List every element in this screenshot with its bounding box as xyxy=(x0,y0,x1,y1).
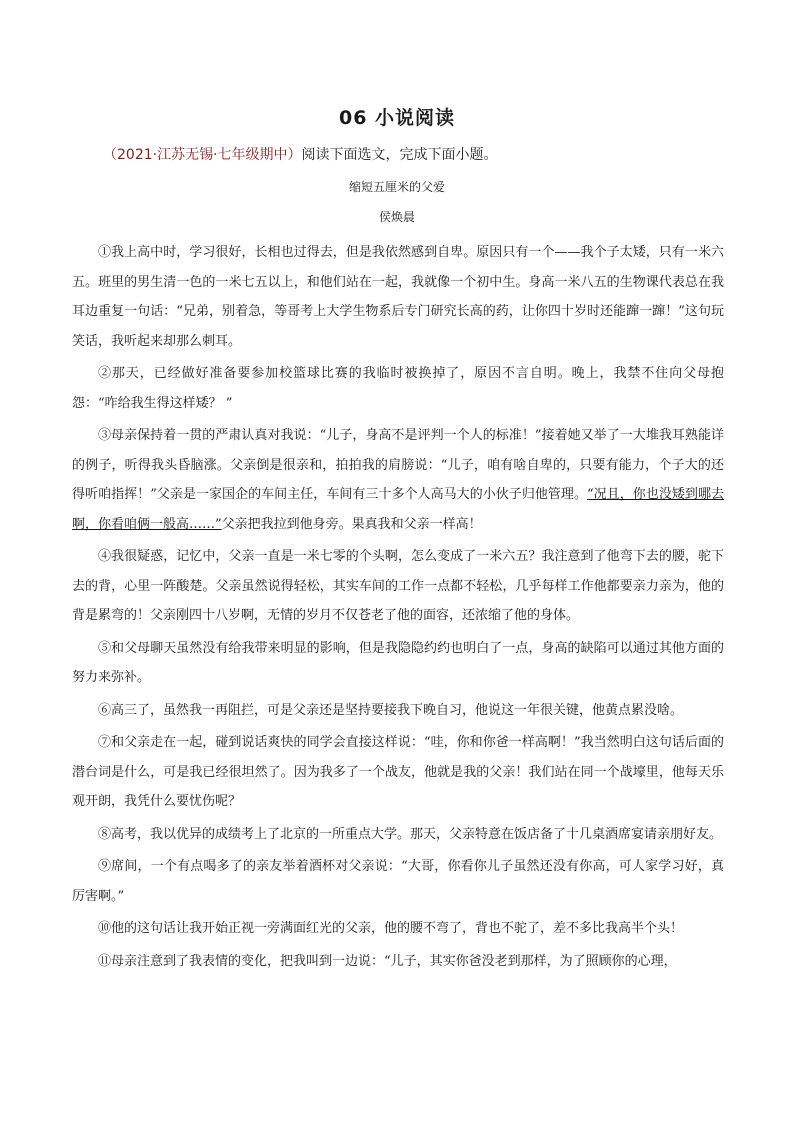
page-title: 06 小说阅读 xyxy=(338,107,456,129)
paragraph-3-text: ③母亲保持着一贯的严肃认真对我说：“儿子，身高不是评判一个人的标准！”接着她又举了一大堆我耳熟能详的例子，听得我头昏脑涨。父亲倒是很亲和，拍拍我的肩膀说：“儿子，咱有啥自卑的，只要有能力，个子大的还得听咱指挥！”父亲是一家国企的车间主任，车间有三十多个人高马大的小伙子归他管理。 xyxy=(72,428,724,502)
source-label: 2021·江苏无锡·七年级期中 xyxy=(117,147,288,163)
story-title: 缩短五厘米的父爱 xyxy=(348,180,445,194)
paragraph-7: ⑦和父亲走在一起，碰到说话爽快的同学会直接这样说：“哇，你和你爸一样高啊！”我当然明白这句话后面的潜台词是什么，可是我已经很坦然了。因为我多了一个战友，他就是我的父亲！我们站在同一个战壕里，他每天乐观开朗，我凭什么要忧伤呢？ xyxy=(72,735,724,809)
instruction-text: 阅读下面选文，完成下面小题。 xyxy=(301,147,498,163)
paragraph-9: ⑨席间，一个有点喝多了的亲友举着酒杯对父亲说：“大哥，你看你儿子虽然还没有你高，可人家学习好，真厉害啊。” xyxy=(72,859,724,904)
paragraph-6: ⑥高三了，虽然我一再阻拦，可是父亲还是坚持要接我下晚自习，他说这一年很关键，他黄点累没啥。 xyxy=(98,702,684,718)
story-body xyxy=(72,238,724,979)
paragraph-4: ④我很疑惑，记忆中，父亲一直是一米七零的个头啊，怎么变成了一米六五？我注意到了他弯下去的腰，驼下去的背，心里一阵酸楚。父亲虽然说得轻松，其实车间的工作一点都不轻松，几乎每样工作他都要亲力亲为，他的背是累弯的！父亲刚四十八岁啊，无情的岁月不仅苍老了他的面容，还浓缩了他的身体。 xyxy=(72,549,724,623)
paragraph-3-tail: 父亲把我拉到他身旁。果真我和父亲一样高！ xyxy=(221,516,482,532)
source-paren-open: （ xyxy=(103,147,117,163)
paragraph-10: ⑩他的这句话让我开始正视一旁满面红光的父亲，他的腰不弯了，背也不驼了，差不多比我高半个头！ xyxy=(98,921,684,936)
underlined-quote: “况且，你也没矮到哪去啊，你看咱俩一般高……” xyxy=(72,487,724,532)
paragraph-2: ②那天，已经做好准备要参加校篮球比赛的我临时被换掉了，原因不言自明。晚上，我禁不住向父母抱怨：“咋给我生得这样矮？ ” xyxy=(72,366,724,411)
paragraph-8: ⑧高考，我以优异的成绩考上了北京的一所重点大学。那天，父亲特意在饭店备了十几桌酒席宴请亲朋好友。 xyxy=(98,826,723,842)
paragraph-5: ⑤和父母聊天虽然没有给我带来明显的影响，但是我隐隐约约也明白了一点，身高的缺陷可以通过其他方面的努力来弥补。 xyxy=(72,640,724,685)
paragraph-11: ⑪母亲注意到了我表情的变化，把我叫到一边说：“儿子，其实你爸没老到那样，为了照顾你的心理， xyxy=(98,953,677,969)
paragraph-1: ①我上高中时，学习很好，长相也过得去，但是我依然感到自卑。原因只有一个——我个子太矮，只有一米六五。班里的男生清一色的一米七五以上，和他们站在一起，我就像一个初中生。身高一米八五的生物课代表总在我耳边重复一句话：“兄弟，别着急，等哥考上大学生物系后专门研究长高的药，让你四十岁时还能蹿一蹿！”这句玩笑话，我听起来却那么刺耳。 xyxy=(72,245,724,349)
paragraph-3 xyxy=(72,421,724,539)
source-line xyxy=(103,144,498,164)
story-author: 侯焕晨 xyxy=(378,210,415,224)
source-paren-close: ） xyxy=(287,147,302,163)
